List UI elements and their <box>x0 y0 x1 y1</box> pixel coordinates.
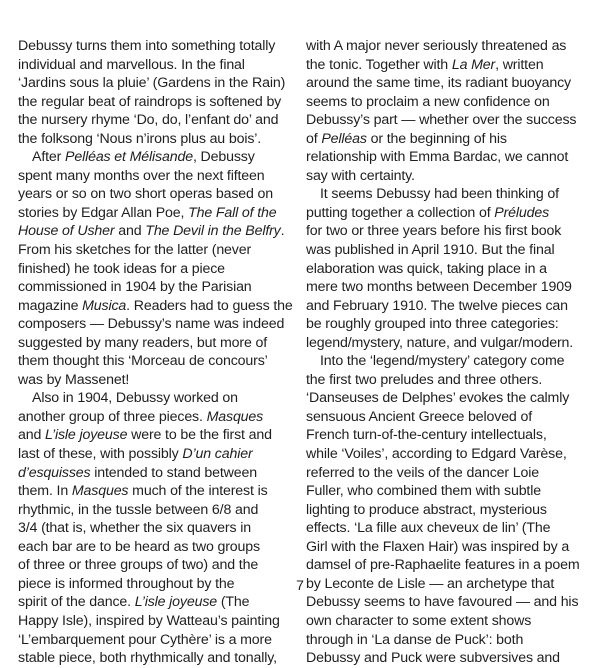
text-run: spirit of the dance. <box>18 594 135 611</box>
text-run: or the beginning of his <box>366 130 507 147</box>
text-run: Also in 1904, Debussy worked on <box>32 390 238 407</box>
italic-title: La Mer <box>451 56 496 73</box>
text-line <box>306 204 581 223</box>
text-line <box>306 185 581 204</box>
text-line <box>18 167 293 186</box>
right-text-column <box>306 37 581 668</box>
text-line <box>306 352 581 371</box>
text-run: individual and marvellous. In the final <box>18 56 245 73</box>
text-line <box>18 111 293 130</box>
italic-title: House of Usher <box>18 223 115 240</box>
text-run: for two or three years before his first book <box>306 223 562 240</box>
text-line <box>306 649 581 668</box>
text-line <box>306 464 581 483</box>
text-line <box>306 556 581 575</box>
text-run: piece is informed throughout by the <box>18 575 235 592</box>
text-run: It seems Debussy had been thinking of <box>320 186 559 203</box>
text-run: Into the ‘legend/mystery’ category come <box>320 353 565 370</box>
italic-title: L’isle joyeuse <box>45 427 128 444</box>
text-run: referred to the veils of the dancer Loie <box>306 464 539 481</box>
text-run: Girl with the Flaxen Hair) was inspired by a <box>306 538 570 555</box>
text-run: them thought this ‘Morceau de concours’ <box>18 353 268 370</box>
text-line <box>306 167 581 186</box>
text-run: commissioned in 1904 by the Parisian <box>18 279 252 296</box>
text-line <box>18 464 293 483</box>
text-line <box>306 538 581 557</box>
text-line <box>306 297 581 316</box>
text-line <box>18 538 293 557</box>
text-line <box>18 241 293 260</box>
text-line <box>18 389 293 408</box>
text-line <box>18 612 293 631</box>
text-run: lighting to produce abstract, mysterious <box>306 501 547 518</box>
italic-title: Masques <box>206 408 264 425</box>
text-line <box>306 278 581 297</box>
text-line <box>306 74 581 93</box>
text-line <box>18 315 293 334</box>
text-run: of three or three groups of two) and the <box>18 557 259 574</box>
text-run: , written <box>495 56 544 73</box>
text-line <box>18 260 293 279</box>
text-run: seems to proclaim a new confidence on <box>306 93 550 110</box>
text-run: say with certainty. <box>306 167 415 184</box>
text-run: intended to stand between <box>90 464 257 481</box>
text-line <box>306 222 581 241</box>
text-line <box>306 501 581 520</box>
italic-title: Pelléas <box>321 130 367 147</box>
text-run: and <box>18 427 46 444</box>
text-run: magazine <box>18 297 83 314</box>
text-run: After <box>32 149 66 166</box>
italic-title: D’un cahier <box>182 446 253 463</box>
text-run: Debussy and Puck were subversives and <box>306 650 560 667</box>
text-run: legend/mystery, nature, and vulgar/modern. <box>306 334 574 351</box>
text-line <box>306 56 581 75</box>
text-line <box>18 278 293 297</box>
text-run: while ‘Voiles’, according to Edgard Varèse, <box>306 446 567 463</box>
text-run: was published in April 1910. But the final <box>306 242 555 259</box>
text-line <box>18 204 293 223</box>
text-run: Fuller, who combined them with subtle <box>306 483 541 500</box>
text-line <box>306 130 581 149</box>
text-line <box>18 593 293 612</box>
text-run: mere two months between December 1909 <box>306 279 572 296</box>
text-run: the nursery rhyme ‘Do, do, l’enfant do’ and <box>18 112 279 129</box>
text-line <box>306 241 581 260</box>
italic-title: Masques <box>71 483 129 500</box>
text-run: ‘L’embarquement pour Cythère’ is a more <box>18 631 272 648</box>
text-run: damsel of pre-Raphaelite features in a poem <box>306 557 580 574</box>
text-run: putting together a collection of <box>306 204 495 221</box>
text-line <box>18 445 293 464</box>
italic-title: The Fall of the <box>188 204 277 221</box>
italic-title: The Devil in the Belfry <box>145 223 281 240</box>
text-line <box>18 130 293 149</box>
text-line <box>306 519 581 538</box>
text-run: stories by Edgar Allan Poe, <box>18 204 189 221</box>
text-run: the regular beat of raindrops is softened by <box>18 93 282 110</box>
text-line <box>18 519 293 538</box>
text-line <box>18 37 293 56</box>
text-line <box>306 93 581 112</box>
text-line <box>18 556 293 575</box>
text-run: relationship with Emma Bardac, we cannot <box>306 149 569 166</box>
text-line <box>18 426 293 445</box>
text-run: last of these, with possibly <box>18 446 183 463</box>
text-run: suggested by many readers, but more of <box>18 334 268 351</box>
text-line <box>18 56 293 75</box>
text-run: them. In <box>18 483 72 500</box>
text-run: another group of three pieces. <box>18 408 207 425</box>
text-run: . Readers had to guess the <box>126 297 293 314</box>
italic-title: L’isle joyeuse <box>134 594 218 611</box>
text-run: with A major never seriously threatened as <box>306 38 567 54</box>
text-line <box>18 408 293 427</box>
text-run: the first two preludes and three others. <box>306 371 543 388</box>
text-line <box>18 649 293 668</box>
text-run: own character to some extent shows <box>306 612 532 629</box>
text-line <box>18 148 293 167</box>
text-line <box>306 426 581 445</box>
text-line <box>306 111 581 130</box>
text-line <box>18 74 293 93</box>
text-run: spent many months over the next fifteen <box>18 167 265 184</box>
text-run: be roughly grouped into three categories: <box>306 316 559 333</box>
text-run: through in ‘La danse de Puck’: both <box>306 631 524 648</box>
italic-title: Musica <box>82 297 127 314</box>
text-line <box>306 408 581 427</box>
text-line <box>306 612 581 631</box>
text-run: by Leconte de Lisle — an archetype that <box>306 575 555 592</box>
text-run: and February 1910. The twelve pieces can <box>306 297 568 314</box>
text-run: effects. ‘La fille aux cheveux de lin’ (The <box>306 520 551 537</box>
text-run: years or so on two short operas based on <box>18 186 274 203</box>
text-run: much of the interest is <box>128 483 268 500</box>
text-line <box>306 482 581 501</box>
text-run: the folksong ‘Nous n’irons plus au bois’. <box>18 130 262 147</box>
text-line <box>306 389 581 408</box>
text-line <box>306 334 581 353</box>
text-run: , Debussy <box>192 149 255 166</box>
text-run: elaboration was quick, taking place in a <box>306 260 547 277</box>
text-line <box>306 37 581 56</box>
text-run: Debussy’s part — whether over the success <box>306 112 577 129</box>
text-line <box>18 93 293 112</box>
text-line <box>306 148 581 167</box>
text-run: stable piece, both rhythmically and tonally, <box>18 650 277 667</box>
text-line <box>18 482 293 501</box>
text-run: around the same time, its radiant buoyancy <box>306 75 571 92</box>
text-run: of <box>306 130 322 147</box>
text-run: (The <box>217 594 250 611</box>
text-line <box>306 593 581 612</box>
text-line <box>18 185 293 204</box>
text-run: Debussy turns them into something totally <box>18 38 276 54</box>
text-run: 3/4 (that is, whether the six quavers in <box>18 520 251 537</box>
text-run: was by Massenet! <box>18 371 130 388</box>
text-line <box>306 631 581 650</box>
text-run: each bar are to be heard as two groups <box>18 538 260 555</box>
italic-title: Préludes <box>494 204 550 221</box>
text-line <box>18 297 293 316</box>
text-line <box>306 371 581 390</box>
text-line <box>18 631 293 650</box>
text-run: were to be the first and <box>127 427 272 444</box>
text-run: Happy Isle), inspired by Watteau’s painting <box>18 612 280 629</box>
text-line <box>18 371 293 390</box>
left-text-column <box>18 37 293 668</box>
text-run: ‘Danseuses de Delphes’ evokes the calmly <box>306 390 570 407</box>
text-run: From his sketches for the latter (never <box>18 242 252 259</box>
text-run: and <box>114 223 146 240</box>
italic-title: Pelléas et Mélisande <box>65 149 193 166</box>
text-run: the tonic. Together with <box>306 56 452 73</box>
text-run: . <box>280 223 285 240</box>
text-run: finished) he took ideas for a piece <box>18 260 225 277</box>
page-number: 7 <box>296 577 304 593</box>
text-run: rhythmic, in the tussle between 6/8 and <box>18 501 259 518</box>
text-line <box>306 315 581 334</box>
text-line <box>18 501 293 520</box>
text-line <box>306 445 581 464</box>
text-run: sensuous Ancient Greece beloved of <box>306 408 532 425</box>
text-line <box>18 222 293 241</box>
text-line <box>306 260 581 279</box>
text-run: composers — Debussy’s name was indeed <box>18 316 285 333</box>
text-run: ‘Jardins sous la pluie’ (Gardens in the Rain) <box>18 75 286 92</box>
text-line <box>18 352 293 371</box>
text-run: Debussy seems to have favoured — and his <box>306 594 579 611</box>
italic-title: d’esquisses <box>18 464 91 481</box>
text-line <box>18 334 293 353</box>
text-run: French turn-of-the-century intellectuals, <box>306 427 547 444</box>
